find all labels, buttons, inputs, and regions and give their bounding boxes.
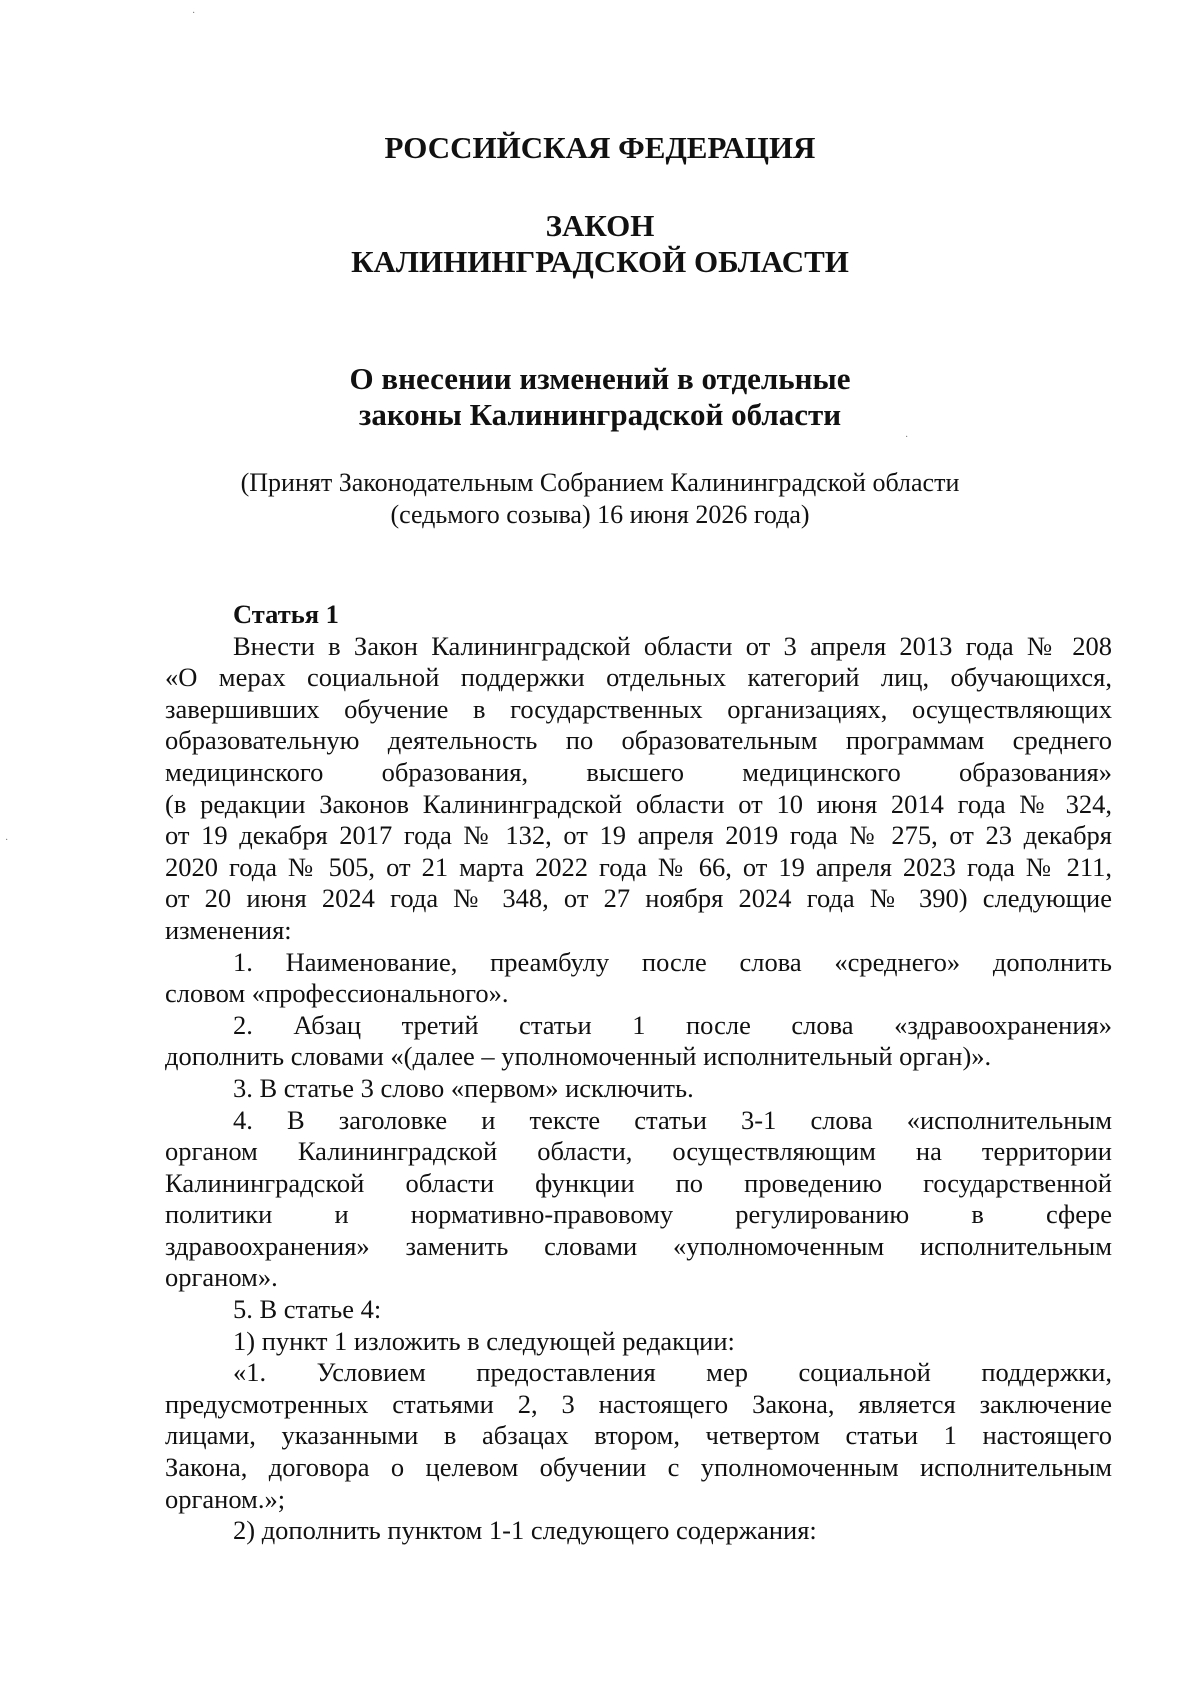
intro-line: от 19 декабря 2017 года № 132, от 19 апреля 2019 года № 275, от 23 декабря	[165, 820, 1112, 851]
item-4-line: политики и нормативно-правовому регулированию в сфере	[165, 1199, 1112, 1230]
intro-line: медицинского образования, высшего медицинского образования»	[165, 756, 1112, 787]
item-4-line: 4. В заголовке и тексте статьи 3-1 слова «исполнительным	[233, 1104, 1112, 1135]
intro-line: (в редакции Законов Калининградской области от 10 июня 2014 года № 324,	[165, 788, 1112, 819]
article-heading: Статья 1	[233, 599, 339, 629]
item-4-line: Калининградской области функции по проведению государственной	[165, 1167, 1112, 1198]
item-4-line: здравоохранения» заменить словами «уполномоченным исполнительным	[165, 1230, 1112, 1261]
item-5-sub-1: 1) пункт 1 изложить в следующей редакции:	[233, 1325, 735, 1356]
law-title-line2: КАЛИНИНГРАДСКОЙ ОБЛАСТИ	[351, 244, 849, 279]
adoption-note-line2: (седьмого созыва) 16 июня 2026 года)	[390, 500, 810, 529]
item-3: 3. В статье 3 слово «первом» исключить.	[233, 1072, 694, 1103]
article-body	[165, 599, 1112, 1547]
intro-line: завершивших обучение в государственных организациях, осуществляющих	[165, 693, 1112, 724]
law-title-line1: ЗАКОН	[545, 208, 655, 243]
item-1-line: 1. Наименование, преамбулу после слова «среднего» дополнить	[233, 946, 1112, 977]
item-5-quote-line: «1. Условием предоставления мер социальной поддержки,	[233, 1357, 1112, 1388]
intro-line: 2020 года № 505, от 21 марта 2022 года № 66, от 19 апреля 2023 года № 211,	[165, 851, 1112, 882]
intro-line: изменения:	[165, 914, 292, 945]
intro-line: образовательную деятельность по образовательным программам среднего	[165, 725, 1112, 756]
adoption-note-line1: (Принят Законодательным Собранием Калининградской области	[240, 468, 960, 497]
item-2-line: 2. Абзац третий статьи 1 после слова «здравоохранения»	[233, 1009, 1112, 1040]
item-4-line: органом Калининградской области, осуществляющим на территории	[165, 1136, 1112, 1167]
intro-line: «О мерах социальной поддержки отдельных категорий лиц, обучающихся,	[165, 662, 1112, 693]
item-5-quote-line: предусмотренных статьями 2, 3 настоящего Закона, является заключение	[165, 1388, 1112, 1419]
item-5-sub-2: 2) дополнить пунктом 1-1 следующего содержания:	[233, 1515, 817, 1546]
item-5-quote-line: лицами, указанными в абзацах втором, четвертом статьи 1 настоящего	[165, 1420, 1112, 1451]
item-1-line: словом «профессионального».	[165, 978, 509, 1009]
intro-line: Внести в Закон Калининградской области от 3 апреля 2013 года № 208	[233, 630, 1112, 661]
law-subject-line1: О внесении изменений в отдельные	[349, 361, 851, 396]
federation-title: РОССИЙСКАЯ ФЕДЕРАЦИЯ	[384, 130, 816, 165]
item-5-quote-line: органом.»;	[165, 1483, 286, 1514]
law-subject-line2: законы Калининградской области	[358, 397, 842, 432]
item-2-line: дополнить словами «(далее – уполномоченный исполнительный орган)».	[165, 1041, 992, 1072]
intro-line: от 20 июня 2024 года № 348, от 27 ноября 2024 года № 390) следующие	[165, 883, 1112, 914]
scan-speck: ·	[192, 8, 196, 19]
item-5-quote-line: Закона, договора о целевом обучении с уполномоченным исполнительным	[165, 1452, 1112, 1483]
item-5: 5. В статье 4:	[233, 1294, 382, 1325]
scan-speck: ·	[5, 835, 9, 846]
item-4-line: органом».	[165, 1262, 278, 1293]
scan-speck: ·	[905, 432, 909, 443]
